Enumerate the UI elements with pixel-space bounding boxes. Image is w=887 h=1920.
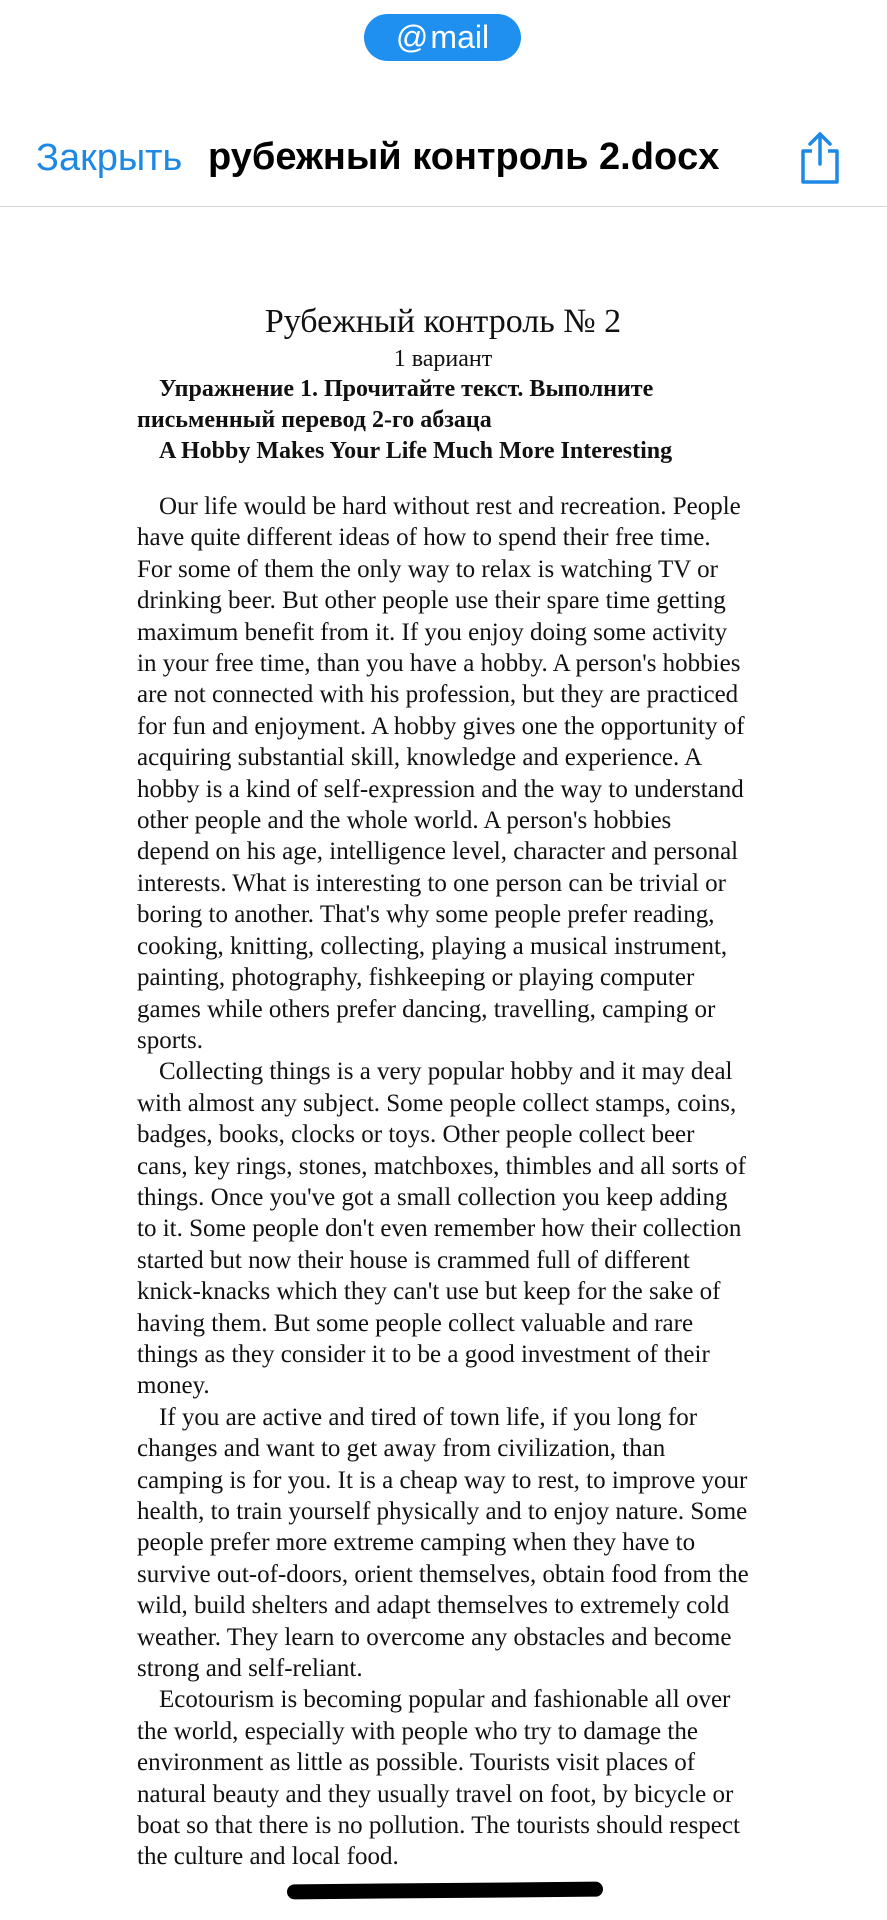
share-icon bbox=[795, 130, 845, 186]
redaction-mark bbox=[287, 1882, 603, 1900]
mail-pill-label: mail bbox=[430, 19, 490, 55]
document-variant: 1 вариант bbox=[393, 346, 493, 372]
paragraph-1: Our life would be hard without rest and recreation. People have quite different ideas of how to spend their free time. For some of them the only way to relax is watching TV or drinking beer. But other people use their spare time getting maximum benefit from it. If you enjoy doing some activity in your free time, than you have a hobby. A person's hobbies are not connected with his profession, but they are practiced for fun and enjoyment. A hobby gives one the opportunity of acquiring substantial skill, knowledge and experience. A hobby is a kind of self-expression and the way to understand other people and the whole world. A person's hobbies depend on his age, intelligence level, character and personal interests. What is interesting to one person can be trivial or boring to another. That's why some people prefer reading, cooking, knitting, collecting, playing a musical instrument, painting, photography, fishkeeping or playing computer games while others prefer dancing, travelling, camping or sports. bbox=[137, 493, 745, 1054]
document-body bbox=[137, 300, 749, 1873]
document-heading: Рубежный контроль № 2 bbox=[264, 303, 622, 340]
paragraph-2: Collecting things is a very popular hobby and it may deal with almost any subject. Some people collect stamps, coins, badges, books, clocks or toys. Other people collect beer cans, key rings, stones, matchboxes, thimbles and all sorts of things. Once you've got a small collection you keep adding to it. Some people don't even remember how their collection started but now their house is crammed full of different knick-knacks which they can't use but keep for the sake of having them. But some people collect valuable and rare things as they consider it to be a good investment of their money. bbox=[137, 1058, 746, 1400]
mail-return-pill[interactable] bbox=[364, 14, 521, 61]
article-title: A Hobby Makes Your Life Much More Interesting bbox=[159, 438, 673, 464]
exercise-instructions: Упражнение 1. Прочитайте текст. Выполните письменный перевод 2-го абзаца bbox=[137, 376, 654, 433]
navigation-bar bbox=[0, 100, 887, 207]
close-button[interactable]: Закрыть bbox=[36, 137, 183, 179]
document-title: рубежный контроль 2.docx bbox=[208, 136, 720, 178]
paragraph-4: Ecotourism is becoming popular and fashionable all over the world, especially with people who try to damage the environment as little as possible. Tourists visit places of natural beauty and they usually travel on foot, by bicycle or boat so that there is no pollution. The tourists should respect the culture and local food. bbox=[137, 1686, 740, 1871]
share-button[interactable] bbox=[795, 130, 845, 186]
at-icon: @ bbox=[395, 19, 429, 55]
paragraph-3: If you are active and tired of town life, if you long for changes and want to get away from civilization, than camping is for you. It is a cheap way to rest, to improve your health, to train yourself physically and to enjoy nature. Some people prefer more extreme camping when they have to survive out-of-doors, orient themselves, obtain food from the wild, build shelters and adapt themselves to extremely cold weather. They learn to overcome any obstacles and become strong and self-reliant. bbox=[137, 1403, 749, 1683]
